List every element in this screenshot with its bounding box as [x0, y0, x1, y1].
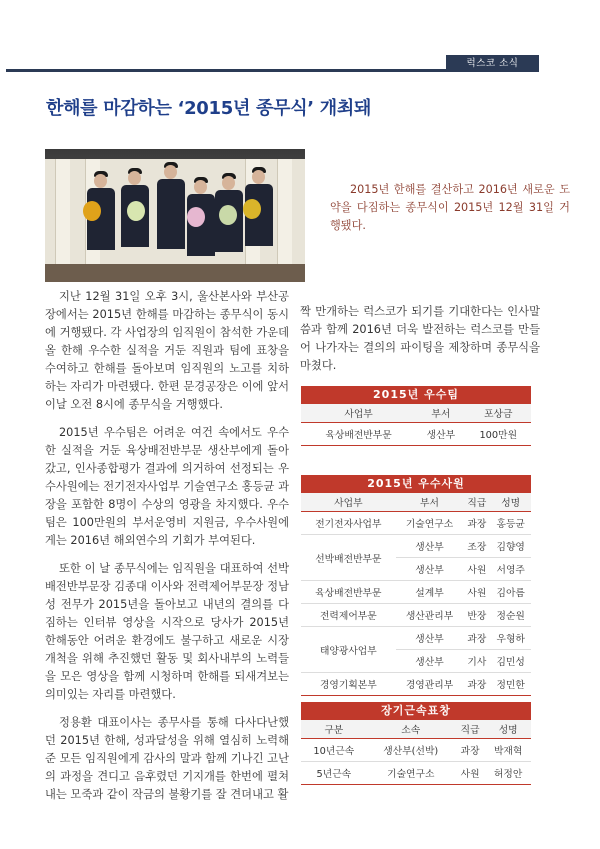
- table-cell: 박재혁: [485, 739, 531, 762]
- paragraph: 짝 만개하는 럭스코가 되기를 기대한다는 인사말씀과 함께 2016년 더욱 발전하는 럭스코를 만들어 나가자는 결의의 파이팅을 제창하며 종무식을 마쳤다.: [300, 305, 540, 372]
- paragraph: 정용환 대표이사는 종무사를 통해 다사다난했던 2015년 한해, 성과달성을 위해 열심히 노력해준 모든 임직원에게 감사의 말과 함께 기나긴 고난의 과정을 견디고 음후렸던 기지개를 한번에 펼쳐내는 모죽과 같이 작금의 불황기를 잘 견뎌내고 활: [45, 716, 289, 801]
- table-cell: 전력제어부문: [301, 604, 396, 627]
- table-cell: 과장: [463, 673, 490, 696]
- table-cell: 기술연구소: [367, 762, 455, 785]
- paragraph: 또한 이 날 종무식에는 임직원을 대표하여 선박배전반부문장 김종대 이사와 전력제어부문장 정남성 전무가 2015년을 돌아보고 내년의 결의를 다짐하는 인터뷰 영상을 시작으로 당사가 2015년 한해동안 어려운 환경에도 불구하고 새로운 시장개척을 위해 추진했던 활동 및 회사내부의 노력들을 모은 영상을 함께 시청하며 한해를 되새겨보는 의미있는 자리를 마련했다.: [45, 562, 289, 701]
- column-header: 사업부: [301, 404, 416, 423]
- table-cell: 과장: [463, 627, 490, 650]
- table-cell: 선박배전반부문: [301, 535, 396, 581]
- employee-award-title: 2015년 우수사원: [301, 475, 531, 493]
- section-tab: 럭스코 소식: [446, 55, 539, 72]
- column-header: 사업부: [301, 493, 396, 512]
- table-cell: 기술연구소: [396, 512, 464, 535]
- table-cell: 생산부: [416, 423, 465, 446]
- table-row: [301, 512, 531, 535]
- table-row: [301, 739, 531, 762]
- table-cell: 김아름: [490, 581, 531, 604]
- table-cell: 우형하: [490, 627, 531, 650]
- column-header: 부서: [416, 404, 465, 423]
- table-row: [301, 535, 531, 558]
- table-cell: 육상배전반부문: [301, 423, 416, 446]
- table-row: [301, 581, 531, 604]
- table-cell: 반장: [463, 604, 490, 627]
- long-service-award-table: [301, 702, 531, 785]
- table-cell: 육상배전반부문: [301, 581, 396, 604]
- column-header: 구분: [301, 720, 367, 739]
- table-cell: 홍등균: [490, 512, 531, 535]
- table-cell: 경영관리부: [396, 673, 464, 696]
- table-cell: 경영기획본부: [301, 673, 396, 696]
- table-cell: 허정안: [485, 762, 531, 785]
- table-row: [301, 604, 531, 627]
- table-cell: 사원: [463, 558, 490, 581]
- table-cell: 기사: [463, 650, 490, 673]
- table-cell: 설계부: [396, 581, 464, 604]
- paragraph: 2015년 우수팀은 어려운 여건 속에서도 우수한 실적을 거둔 육상배전반부문 생산부에게 돌아갔고, 인사종합평가 결과에 의거하여 선정되는 우수사원에는 전기전자사업부 기술연구소 홍등균 과장을 포함한 8명이 수상의 영광을 차지했다. 우수팀은 100만원의 부서운영비 지원금, 우수사원에게는 2016년 해외연수의 기회가 부여된다.: [45, 426, 289, 547]
- article-headline: 한해를 마감하는 ‘2015년 종무식’ 개최돼: [46, 98, 372, 119]
- column-header: 직급: [463, 493, 490, 512]
- table-row: [301, 673, 531, 696]
- table-row: [301, 762, 531, 785]
- table-cell: 정민한: [490, 673, 531, 696]
- photo-caption: 2015년 한해를 결산하고 2016년 새로운 도약을 다짐하는 종무식이 2015년 12월 31일 거행됐다.: [330, 183, 570, 232]
- table-cell: 전기전자사업부: [301, 512, 396, 535]
- table-cell: 생산부: [396, 535, 464, 558]
- table-cell: 조장: [463, 535, 490, 558]
- table-row: [301, 423, 531, 446]
- team-award-title: 2015년 우수팀: [301, 386, 531, 404]
- article-body-left: [45, 288, 289, 814]
- table-cell: 생산부: [396, 627, 464, 650]
- table-cell: 김민성: [490, 650, 531, 673]
- table-cell: 생산관리부: [396, 604, 464, 627]
- table-cell: 과장: [455, 739, 485, 762]
- table-cell: 생산부(선박): [367, 739, 455, 762]
- table-cell: 10년근속: [301, 739, 367, 762]
- paragraph: 지난 12월 31일 오후 3시, 울산본사와 부산공장에서는 2015년 한해를 마감하는 종무식이 동시에 거행됐다. 각 사업장의 임직원이 참석한 가운데 올 한해 우수한 실적을 거둔 직원과 팀에 표창을 수여하고 한해를 돌아보며 임직원의 노고를 치하하는 자리가 마련됐다. 한편 문경공장은 이에 앞서 이날 오전 8시에 종무식을 거행했다.: [45, 290, 289, 411]
- column-header: 직급: [455, 720, 485, 739]
- table-cell: 사원: [455, 762, 485, 785]
- table-cell: 100만원: [466, 423, 531, 446]
- table-cell: 김향영: [490, 535, 531, 558]
- table-row: [301, 627, 531, 650]
- column-header: 성명: [490, 493, 531, 512]
- table-cell: 정순원: [490, 604, 531, 627]
- column-header: 포상금: [466, 404, 531, 423]
- table-cell: 생산부: [396, 650, 464, 673]
- team-award-table: [301, 386, 531, 446]
- long-service-award-title: 장기근속표창: [301, 702, 531, 720]
- table-cell: 서영주: [490, 558, 531, 581]
- column-header: 성명: [485, 720, 531, 739]
- table-cell: 사원: [463, 581, 490, 604]
- column-header: 부서: [396, 493, 464, 512]
- table-cell: 5년근속: [301, 762, 367, 785]
- table-cell: 과장: [463, 512, 490, 535]
- employee-award-table: [301, 475, 531, 696]
- table-cell: 생산부: [396, 558, 464, 581]
- table-cell: 태양광사업부: [301, 627, 396, 673]
- column-header: 소속: [367, 720, 455, 739]
- ceremony-photo: [45, 149, 305, 282]
- article-body-right: [300, 303, 540, 385]
